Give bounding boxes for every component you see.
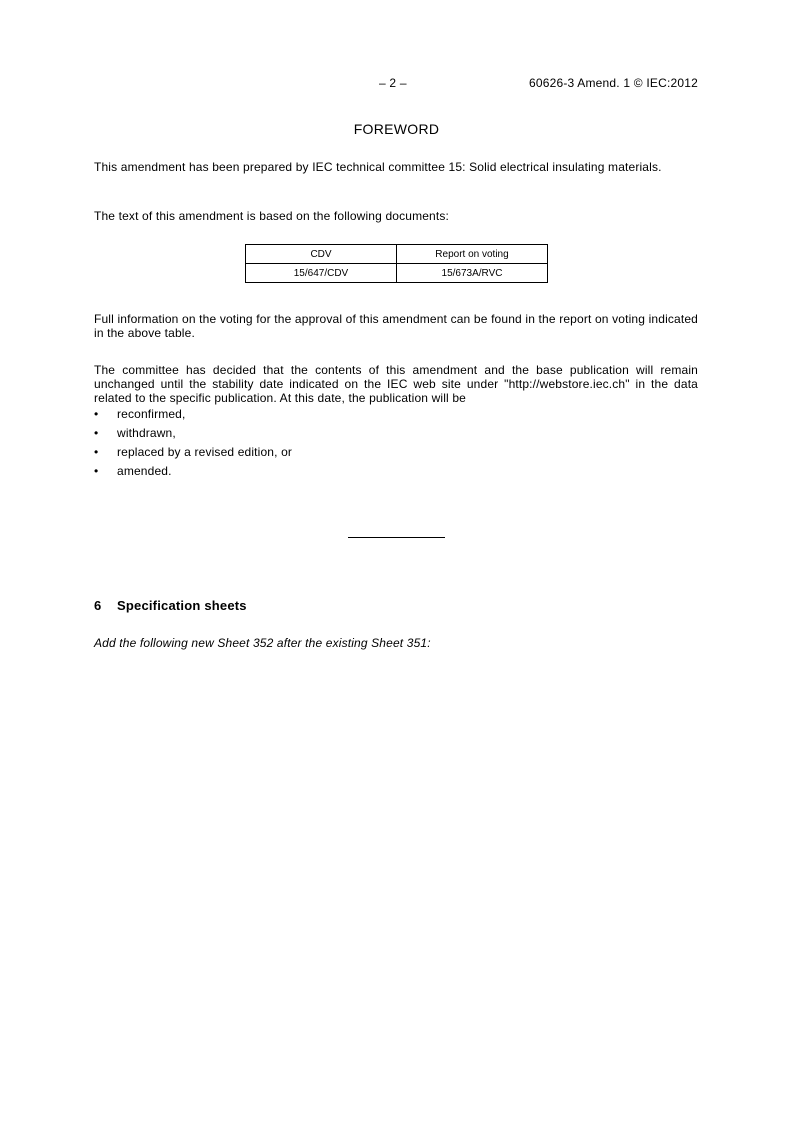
list-item — [94, 464, 292, 483]
list-item-text: reconfirmed, — [117, 407, 186, 421]
clause-heading — [94, 598, 247, 613]
list-item — [94, 407, 292, 426]
separator-line — [348, 537, 445, 538]
list-item — [94, 445, 292, 464]
list-item — [94, 426, 292, 445]
amendment-instruction: Add the following new Sheet 352 after the existing Sheet 351: — [94, 636, 431, 650]
foreword-paragraph-documents: The text of this amendment is based on the following documents: — [94, 209, 449, 223]
table-cell-rvc: 15/673A/RVC — [397, 264, 548, 283]
list-item-text: amended. — [117, 464, 172, 478]
foreword-title: FOREWORD — [353, 121, 440, 137]
document-reference: 60626-3 Amend. 1 © IEC:2012 — [528, 76, 698, 90]
table-cell-cdv: 15/647/CDV — [246, 264, 397, 283]
clause-number: 6 — [94, 598, 102, 613]
bullet-icon: • — [94, 464, 99, 478]
table-header-report-on-voting: Report on voting — [397, 245, 548, 264]
foreword-paragraph-committee: This amendment has been prepared by IEC technical committee 15: Solid electrical insulating materials. — [94, 160, 662, 174]
foreword-paragraph-voting-info: Full information on the voting for the approval of this amendment can be found in the report on voting indicated in the above table. — [94, 312, 698, 340]
list-item-text: replaced by a revised edition, or — [117, 445, 293, 459]
voting-documents-table — [245, 244, 548, 283]
table-header-row — [246, 245, 548, 264]
bullet-icon: • — [94, 445, 99, 459]
publication-status-list — [94, 407, 292, 483]
list-item-text: withdrawn, — [117, 426, 176, 440]
bullet-icon: • — [94, 407, 99, 421]
foreword-paragraph-stability: The committee has decided that the contents of this amendment and the base publication will remain unchanged until the stability date indicated on the IEC web site under "http://webstore.iec.ch" in the data related to the specific publication. At this date, the publication will be — [94, 363, 698, 405]
table-header-cdv: CDV — [246, 245, 397, 264]
page-number: – 2 – — [379, 76, 407, 90]
clause-title: Specification sheets — [117, 598, 247, 613]
table-row — [246, 264, 548, 283]
bullet-icon: • — [94, 426, 99, 440]
